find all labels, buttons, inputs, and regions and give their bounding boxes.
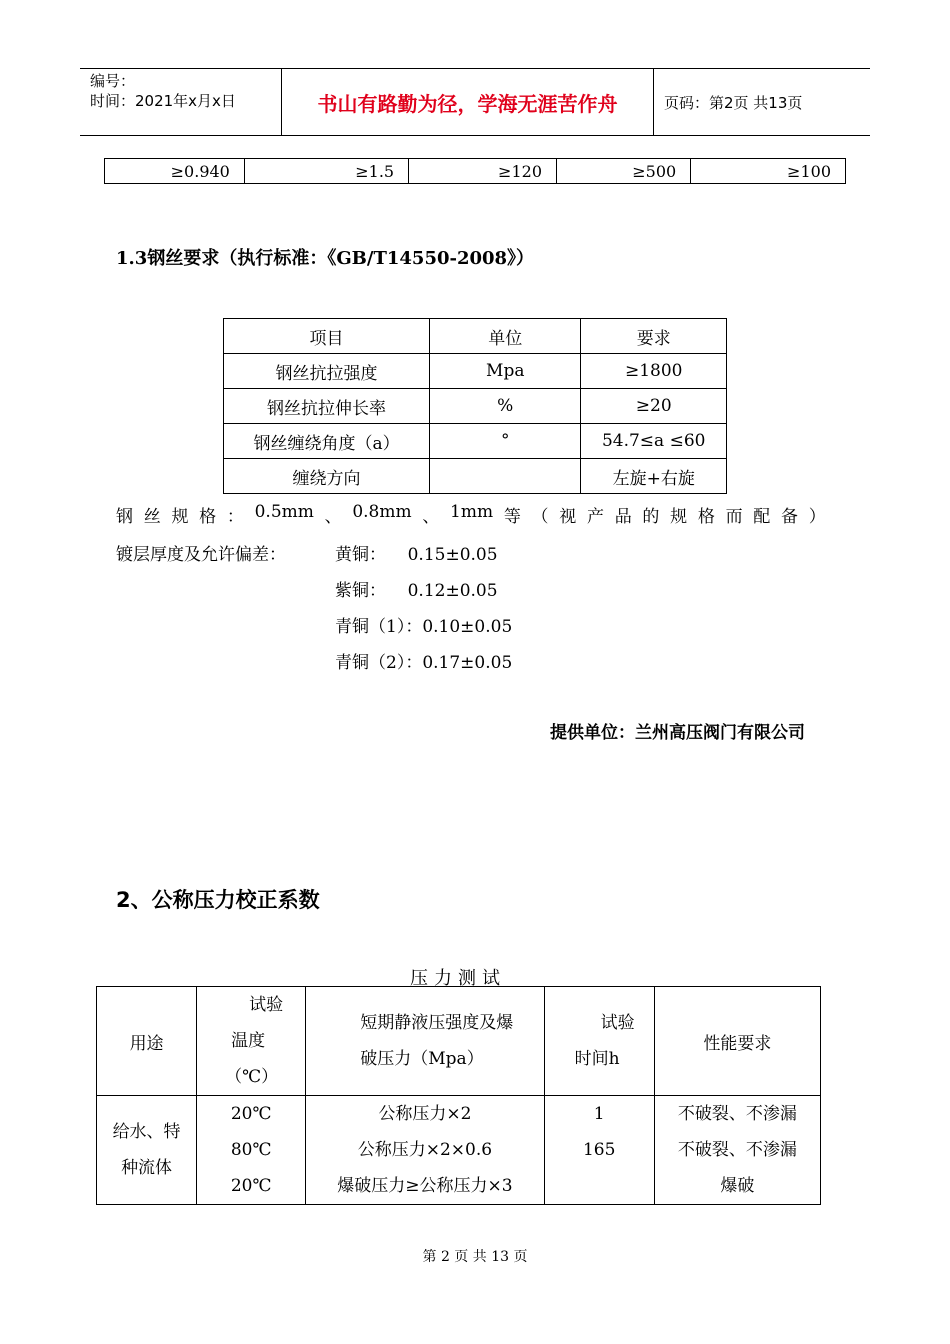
spec-char: ： [226, 507, 244, 527]
table-cell: Mpa [430, 354, 581, 389]
cell-line: 公称压力×2 [378, 1104, 472, 1124]
spec-char: 而 [725, 507, 743, 527]
col-header: 要求 [581, 319, 727, 354]
col-header-strength [306, 987, 544, 1096]
table-cell-use [97, 1096, 197, 1205]
plating-label: 镀层厚度及允许偏差： [116, 545, 286, 565]
header-page: 页码：第2页 共13页 [664, 93, 803, 112]
table-row [97, 1096, 821, 1205]
table-row [105, 159, 846, 184]
cell-line: 1 [593, 1104, 605, 1124]
spec-char: 0.5mm [254, 502, 314, 522]
header-line: （℃） [225, 1067, 279, 1087]
spec-char: 0.8mm [352, 502, 412, 522]
table-row [224, 389, 727, 424]
cell-line: 165 [582, 1140, 616, 1160]
spec-char: 、 [422, 507, 440, 527]
header-motto: 书山有路勤为径，学海无涯苦作舟 [317, 91, 618, 116]
table-cell-time [544, 1096, 654, 1205]
plating-item: 青铜（2）：0.17±0.05 [335, 653, 513, 673]
cell-line: 给水、特 [112, 1122, 181, 1142]
header-line: 试验 [249, 995, 284, 1015]
spec-char: 品 [614, 507, 632, 527]
table-row [224, 354, 727, 389]
page-footer: 第 2 页 共 13 页 [422, 1249, 528, 1265]
cell-line: 20℃ [230, 1104, 272, 1124]
cell-line: 爆破压力≥公称压力×3 [337, 1176, 513, 1196]
wire-requirements-table [223, 318, 727, 494]
spec-char: 、 [324, 507, 342, 527]
header-meta [80, 69, 282, 135]
header-line: 温度 [231, 1031, 266, 1051]
col-header-temp [197, 987, 306, 1096]
provider-line: 提供单位：兰州高压阀门有限公司 [550, 723, 805, 743]
header-motto-cell [282, 69, 654, 135]
spec-char: （ [531, 507, 549, 527]
plating-item: 紫铜： 0.12±0.05 [335, 581, 498, 601]
spec-char: 格 [697, 507, 715, 527]
table-cell: ≥1.5 [244, 159, 408, 184]
cell-line: 不破裂、不渗漏 [677, 1104, 797, 1124]
table-cell: ≥500 [557, 159, 691, 184]
pressure-test-table [96, 986, 821, 1205]
spec-char: 格 [199, 507, 217, 527]
table-cell: ° [430, 424, 581, 459]
header-line: 短期静液压强度及爆 [360, 1013, 514, 1033]
spec-char: 丝 [143, 507, 161, 527]
cell-line: 80℃ [230, 1140, 272, 1160]
header-time: 时间：2021年x月x日 [90, 92, 236, 110]
cell-line: 爆破 [720, 1176, 755, 1196]
spec-char: 的 [642, 507, 660, 527]
table-cell: ≥0.940 [105, 159, 245, 184]
spec-char: 视 [559, 507, 577, 527]
table-cell [430, 459, 581, 494]
cell-line: 不破裂、不渗漏 [677, 1140, 797, 1160]
col-header: 单位 [430, 319, 581, 354]
plating-item: 青铜（1）：0.10±0.05 [335, 617, 513, 637]
spec-char: ） [808, 507, 826, 527]
col-header-perf: 性能要求 [654, 987, 820, 1096]
table-header-row [224, 319, 727, 354]
spec-char: 配 [753, 507, 771, 527]
table-cell: 54.7≤a ≤60 [581, 424, 727, 459]
spec-char: 规 [171, 507, 189, 527]
table-cell: 缠绕方向 [224, 459, 430, 494]
table-cell: 钢丝抗拉强度 [224, 354, 430, 389]
table-header-row [97, 987, 821, 1096]
table-row [224, 424, 727, 459]
table-cell-perf [654, 1096, 820, 1205]
header-line: 试验 [600, 1013, 635, 1033]
spec-char: 规 [670, 507, 688, 527]
section-title-1-3: 1.3钢丝要求（执行标准：《GB/T14550-2008》） [116, 248, 535, 269]
spec-char: 1mm [450, 502, 494, 522]
spec-char: 钢 [116, 507, 133, 527]
header-number: 编号： [90, 72, 136, 90]
page-header [80, 68, 870, 136]
cell-line: 公称压力×2×0.6 [357, 1140, 493, 1160]
col-header-time [544, 987, 654, 1096]
table-cell: 左旋+右旋 [581, 459, 727, 494]
table-row [224, 459, 727, 494]
col-header-use: 用途 [97, 987, 197, 1096]
spec-char: 备 [781, 507, 798, 527]
continued-table [104, 158, 846, 184]
header-line: 破压力（Mpa） [360, 1049, 484, 1069]
cell-line: 种流体 [121, 1158, 173, 1178]
table-cell: 钢丝抗拉伸长率 [224, 389, 430, 424]
spec-char: 等 [503, 507, 521, 527]
header-line: 时间h [574, 1049, 620, 1069]
table-cell: ≥100 [691, 159, 846, 184]
table-cell-temp [197, 1096, 306, 1205]
wire-spec-line [116, 502, 826, 527]
table-cell: % [430, 389, 581, 424]
plating-item: 黄铜： 0.15±0.05 [335, 545, 498, 565]
table-cell: ≥20 [581, 389, 727, 424]
table-cell: 钢丝缠绕角度（a） [224, 424, 430, 459]
section-title-2: 2、公称压力校正系数 [116, 888, 320, 912]
table-cell: ≥120 [409, 159, 557, 184]
col-header: 项目 [224, 319, 430, 354]
table-caption: 压力测试 [410, 968, 506, 989]
table-cell-strength [306, 1096, 544, 1205]
cell-line: 20℃ [230, 1176, 272, 1196]
table-cell: ≥1800 [581, 354, 727, 389]
spec-char: 产 [586, 507, 604, 527]
